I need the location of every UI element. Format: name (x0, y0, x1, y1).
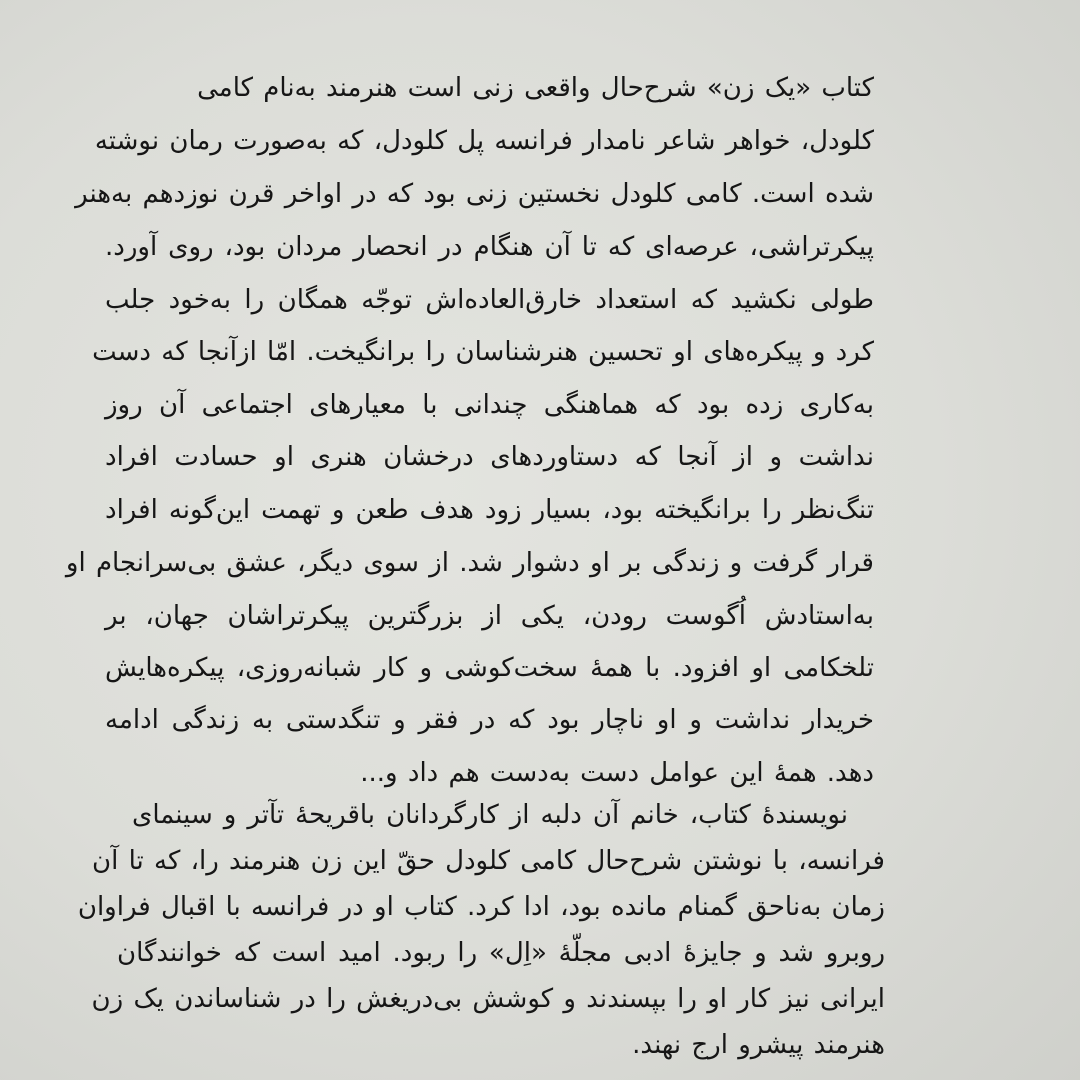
text-line: دهد. همهٔ این عوامل دست به‌دست هم داد و... (360, 758, 874, 788)
text-line: فرانسه، با نوشتن شرح‌حال کامی کلودل حقّ این زن هنرمند را، که تا آن (92, 846, 885, 876)
text-line: تلخکامی او افزود. با همهٔ سخت‌کوشی و کار شبانه‌روزی، پیکره‌هایش (105, 653, 874, 683)
text-line: به‌کاری زده بود که هماهنگی چندانی با معیارهای اجتماعی آن روز (105, 390, 874, 420)
text-line: تنگ‌نظر را برانگیخته بود، بسیار زود هدف طعن و تهمت این‌گونه افراد (105, 495, 874, 525)
text-line: کلودل، خواهر شاعر نامدار فرانسه پل کلودل، که به‌صورت رمان نوشته (94, 126, 874, 156)
text-line: قرار گرفت و زندگی بر او دشوار شد. از سوی دیگر، عشق بی‌سرانجام او (65, 548, 874, 578)
text-line: پیکرتراشی، عرصه‌ای که تا آن هنگام در انحصار مردان بود، روی آورد. (105, 232, 874, 262)
text-line: روبرو شد و جایزهٔ ادبی مجلّهٔ «اِل» را ربود. امید است که خوانندگان (117, 938, 885, 968)
text-line: هنرمند پیشرو ارج نهند. (632, 1030, 885, 1060)
text-line: ایرانی نیز کار او را بپسندند و کوشش بی‌دریغش را در شناساندن یک زن (91, 984, 885, 1014)
text-line: نداشت و از آنجا که دستاوردهای درخشان هنری او حسادت افراد (105, 442, 874, 472)
text-line: به‌استادش اُگوست رودن، یکی از بزرگترین پیکرتراشان جهان، بر (105, 601, 874, 631)
text-line: خریدار نداشت و او ناچار بود که در فقر و تنگدستی به زندگی ادامه (105, 705, 874, 735)
text-line: کرد و پیکره‌های او تحسین هنرشناسان را برانگیخت. امّا ازآنجا که دست (92, 337, 874, 367)
text-line: زمان به‌ناحق گمنام مانده بود، ادا کرد. کتاب او در فرانسه با اقبال فراوان (77, 892, 885, 922)
text-line: طولی نکشید که استعداد خارق‌العاده‌اش توجّه همگان را به‌خود جلب (105, 285, 874, 315)
text-line: کتاب «یک زن» شرح‌حال واقعی زنی است هنرمند به‌نام کامی (197, 73, 874, 103)
text-line: شده است. کامی کلودل نخستین زنی بود که در اواخر قرن نوزدهم به‌هنر (75, 179, 874, 209)
text-line: نویسندهٔ کتاب، خانم آن دلبه از کارگردانان باقریحهٔ تآتر و سینمای (132, 800, 848, 830)
